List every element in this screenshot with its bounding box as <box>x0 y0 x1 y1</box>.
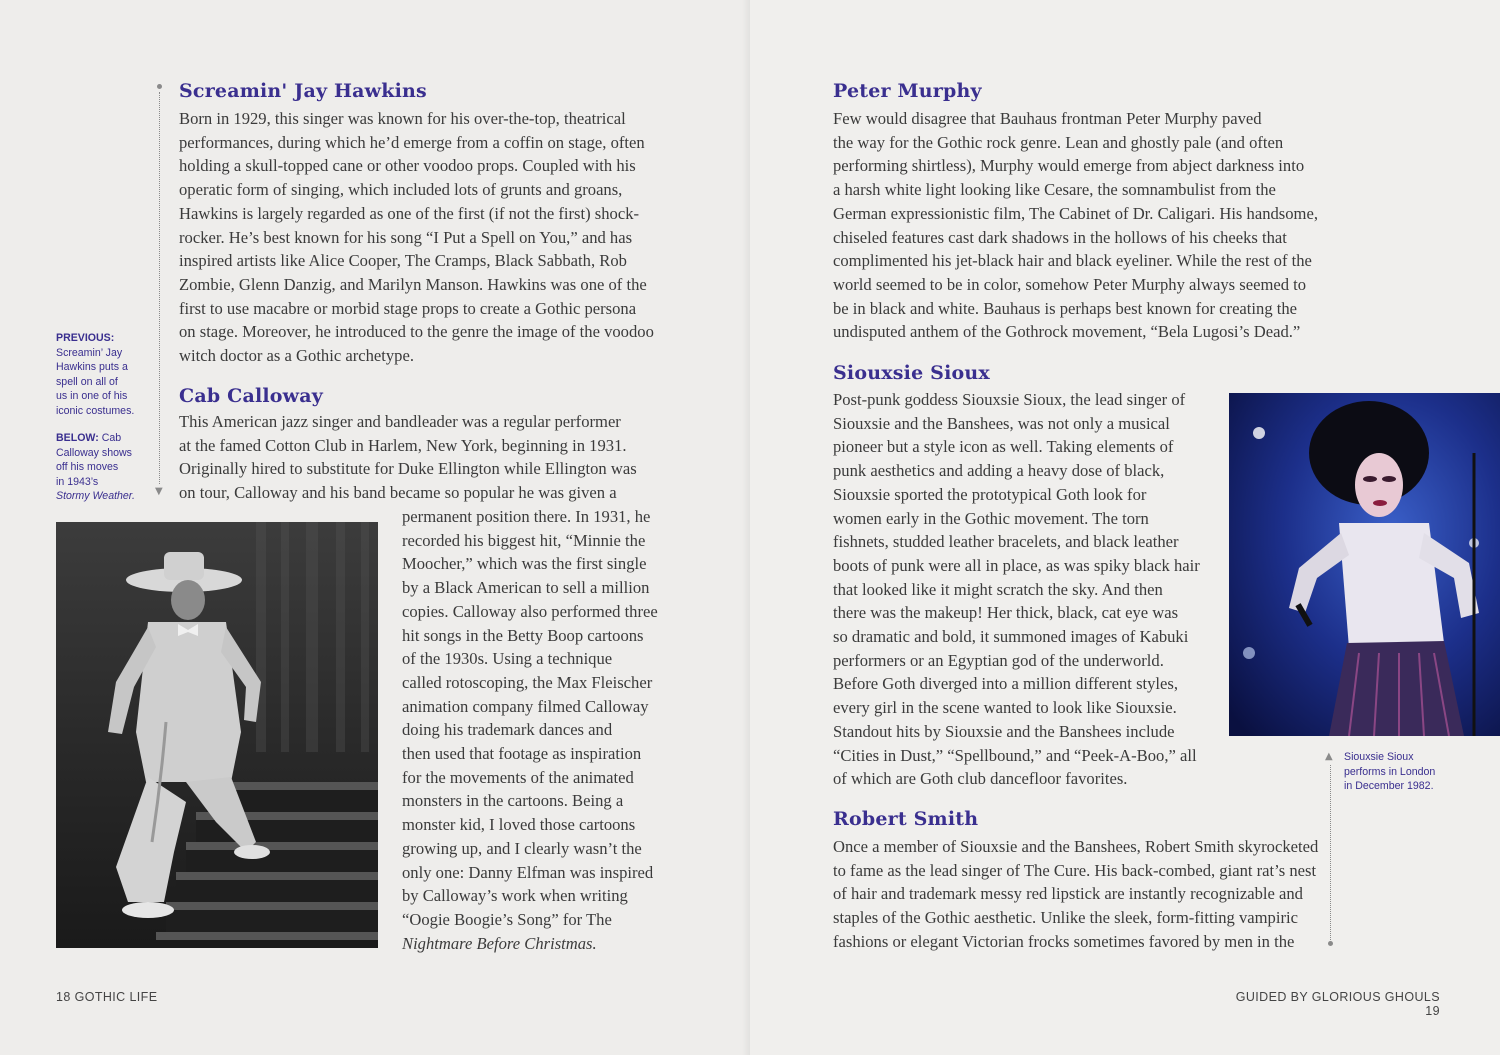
text-line: at the famed Cotton Club in Harlem, New York, beginning in 1931. <box>179 435 627 455</box>
text-line: so dramatic and bold, it summoned images of Kabuki <box>833 627 1189 647</box>
text-line: that looked like it might scratch the sky. And then <box>833 579 1163 599</box>
caption-line: Screamin’ Jay <box>56 346 123 359</box>
siouxsie-sioux-photo <box>1229 393 1500 736</box>
text-line: rocker. He’s best known for his song “I Put a Spell on You,” and has <box>179 227 633 247</box>
caption-label: BELOW: <box>56 432 99 444</box>
text-line: recorded his biggest hit, “Minnie the <box>402 530 646 550</box>
cab-calloway-photo <box>56 522 378 948</box>
text-line: copies. Calloway also performed three <box>402 601 658 621</box>
caption-line: Siouxsie Sioux <box>1344 751 1414 763</box>
section-body-cab-calloway-top <box>179 410 679 505</box>
text-line: Born in 1929, this singer was known for his over-the-top, theatrical <box>179 109 626 128</box>
text-line: of hair and trademark messy red lipstick are instantly recognizable and <box>833 884 1303 904</box>
text-line: monster kid, I loved those cartoons <box>402 815 636 835</box>
text-line: punk aesthetics and adding a heavy dose of black, <box>833 461 1165 481</box>
dotted-rule <box>159 92 160 484</box>
section-heading-siouxsie-sioux: Siouxsie Sioux <box>833 362 990 384</box>
text-line: animation company filmed Calloway <box>402 696 649 716</box>
text-line: chiseled features cast dark shadows in the hollows of his cheeks that <box>833 227 1287 247</box>
text-line: Few would disagree that Bauhaus frontman Peter Murphy paved <box>833 109 1262 128</box>
caption-line: in 1943’s <box>56 475 99 488</box>
text-line: first to use macabre or morbid stage props to create a Gothic persona <box>179 298 637 318</box>
text-line: fashions or elegant Victorian frocks sometimes favored by men in the <box>833 931 1295 951</box>
page-folio-right: GUIDED BY GLORIOUS GHOULS 19 <box>1235 990 1440 1018</box>
text-line: Originally hired to substitute for Duke Ellington while Ellington was <box>179 459 637 479</box>
text-line: called rotoscoping, the Max Fleischer <box>402 672 653 692</box>
text-line: performances, during which he’d emerge from a coffin on stage, often <box>179 132 645 152</box>
text-line: then used that footage as inspiration <box>402 744 642 764</box>
text-line: be in black and white. Bauhaus is perhaps best known for creating the <box>833 298 1298 318</box>
text-line: operatic form of singing, which included lots of grunts and groans, <box>179 180 623 200</box>
right-page <box>750 0 1500 1055</box>
section-heading-cab-calloway: Cab Calloway <box>179 385 323 407</box>
section-body-peter-murphy <box>833 107 1333 344</box>
section-heading-robert-smith: Robert Smith <box>833 808 979 830</box>
text-line: hit songs in the Betty Boop cartoons <box>402 625 644 645</box>
text-line: German expressionistic film, The Cabinet of Dr. Caligari. His handsome, <box>833 203 1318 223</box>
text-line: Moocher,” which was the first single <box>402 554 647 574</box>
section-body-screamin-jay-hawkins <box>179 107 679 368</box>
caption-line: in December 1982. <box>1344 780 1434 792</box>
text-line: performers or an Egyptian god of the underworld. <box>833 650 1164 670</box>
text-line: world seemed to be in color, somehow Peter Murphy always seemed to <box>833 274 1307 294</box>
text-line: permanent position there. In 1931, he <box>402 507 651 526</box>
caption-line: spell on all of <box>56 375 118 388</box>
text-line: This American jazz singer and bandleader was a regular performer <box>179 412 621 431</box>
section-body-cab-calloway-narrow <box>402 505 692 955</box>
text-line: “Oogie Boogie’s Song” for The <box>402 909 612 929</box>
text-line: fishnets, studded leather bracelets, and black leather <box>833 532 1179 552</box>
text-line: every girl in the scene wanted to look like Siouxsie. <box>833 698 1177 718</box>
section-body-robert-smith <box>833 835 1333 954</box>
text-line: of the 1930s. Using a technique <box>402 649 613 669</box>
triangle-up-icon: ▲ <box>1325 751 1333 762</box>
page-folio-left: 18 GOTHIC LIFE <box>56 990 158 1004</box>
text-line: for the movements of the animated <box>402 767 634 787</box>
section-heading-screamin-jay-hawkins: Screamin' Jay Hawkins <box>179 80 427 102</box>
text-line: growing up, and I clearly wasn’t the <box>402 838 642 858</box>
text-line: holding a skull-topped cane or other voodoo props. Coupled with his <box>179 156 636 176</box>
section-heading-peter-murphy: Peter Murphy <box>833 80 982 102</box>
text-line: Hawkins is largely regarded as one of the first (if not the first) shock- <box>179 203 640 223</box>
text-line: Siouxsie and the Banshees, was not only a musical <box>833 413 1170 433</box>
caption-line: performs in London <box>1344 765 1436 778</box>
text-line: Siouxsie sported the prototypical Goth look for <box>833 484 1147 504</box>
text-line: inspired artists like Alice Cooper, The Cramps, Black Sabbath, Rob <box>179 251 627 271</box>
text-line: Once a member of Siouxsie and the Banshees, Robert Smith skyrocketed <box>833 837 1319 856</box>
text-line: Nightmare Before Christmas. <box>402 933 597 953</box>
text-line: staples of the Gothic aesthetic. Unlike the sleek, form-fitting vampiric <box>833 908 1298 928</box>
text-line: only one: Danny Elfman was inspired <box>402 862 654 882</box>
text-line: Before Goth diverged into a million different styles, <box>833 674 1179 694</box>
text-line: undisputed anthem of the Gothrock movement, “Bela Lugosi’s Dead.” <box>833 322 1301 342</box>
text-line: Zombie, Glenn Danzig, and Marilyn Manson. Hawkins was one of the <box>179 274 647 294</box>
caption-line: us in one of his <box>56 390 128 402</box>
caption-line: iconic costumes. <box>56 404 135 417</box>
caption-film-title: Stormy Weather. <box>56 490 135 502</box>
text-line: to fame as the lead singer of The Cure. His back-combed, giant rat’s nest <box>833 860 1317 880</box>
caption-line: Calloway shows <box>56 446 132 459</box>
caption-line: off his moves <box>56 461 119 473</box>
text-line: monsters in the cartoons. Being a <box>402 791 624 811</box>
caption-below <box>56 431 151 504</box>
text-line: boots of punk were all in place, as was spiky black hair <box>833 555 1200 575</box>
text-line: a harsh white light looking like Cesare, the somnambulist from the <box>833 180 1276 200</box>
text-line: the way for the Gothic rock genre. Lean and ghostly pale (and often <box>833 132 1284 152</box>
text-line: complimented his jet-black hair and black eyeliner. While the rest of the <box>833 251 1312 271</box>
caption-line: Cab <box>101 432 122 444</box>
text-line: by a Black American to sell a million <box>402 578 650 598</box>
text-line: on stage. Moreover, he introduced to the genre the image of the voodoo <box>179 322 654 342</box>
text-line: Post-punk goddess Siouxsie Sioux, the lead singer of <box>833 390 1186 409</box>
text-line: on tour, Calloway and his band became so popular he was given a <box>179 483 617 503</box>
text-line: of which are Goth club dancefloor favorites. <box>833 769 1128 789</box>
text-line: pioneer but a style icon as well. Taking elements of <box>833 437 1174 457</box>
photo-caption-left <box>56 331 151 517</box>
text-line: doing his trademark dances and <box>402 720 613 740</box>
triangle-down-icon: ▼ <box>155 486 163 497</box>
rule-top-dot <box>157 84 162 89</box>
text-line: there was the makeup! Her thick, black, cat eye was <box>833 603 1179 623</box>
text-line: Standout hits by Siouxsie and the Banshees include <box>833 721 1175 741</box>
text-line: by Calloway’s work when writing <box>402 886 628 906</box>
section-body-siouxsie-sioux <box>833 388 1223 791</box>
text-line: women early in the Gothic movement. The torn <box>833 508 1149 528</box>
photo-caption-right <box>1344 750 1474 794</box>
caption-previous <box>56 331 151 418</box>
text-line: witch doctor as a Gothic archetype. <box>179 346 414 366</box>
text-line: performing shirtless), Murphy would emerge from abject darkness into <box>833 156 1305 176</box>
caption-line: Hawkins puts a <box>56 361 128 373</box>
text-line: “Cities in Dust,” “Spellbound,” and “Peek-A-Boo,” all <box>833 745 1197 765</box>
caption-label: PREVIOUS: <box>56 332 115 344</box>
